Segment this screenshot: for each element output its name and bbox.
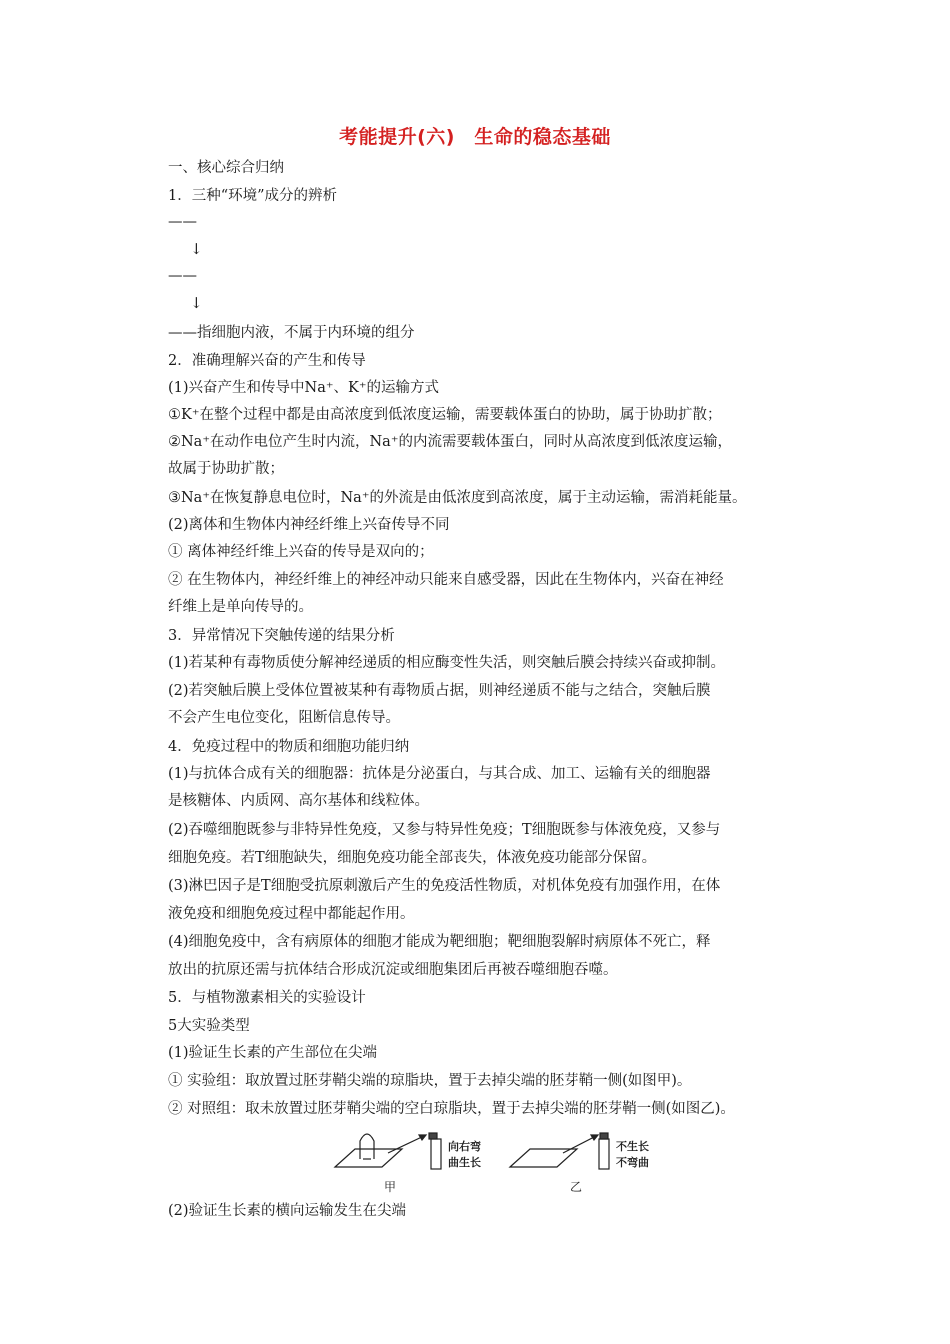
text-line: 不会产生电位变化，阻断信息传导。 — [168, 710, 400, 726]
subsection-heading: 1．三种“环境”成分的辨析 — [168, 188, 338, 204]
text-line: (2)若突触后膜上受体位置被某种有毒物质占据，则神经递质不能与之结合，突触后膜 — [168, 683, 711, 699]
text-line: (3)淋巴因子是T细胞受抗原刺激后产生的免疫活性物质，对机体免疫有加强作用，在体 — [168, 878, 721, 894]
down-arrow-icon: ↓ — [190, 240, 203, 258]
text-line: (4)细胞免疫中，含有病原体的细胞才能成为靶细胞；靶细胞裂解时病原体不死亡，释 — [168, 934, 711, 950]
text-line: 放出的抗原还需与抗体结合形成沉淀或细胞集团后再被吞噬细胞吞噬。 — [168, 962, 618, 978]
agar-block-shape — [510, 1149, 577, 1167]
coleoptile-shape — [431, 1139, 441, 1169]
coleoptile-tip-shape — [360, 1134, 374, 1159]
figure-caption: 甲 — [384, 1180, 397, 1194]
text-line: 5大实验类型 — [168, 1018, 250, 1034]
text-line: ① 实验组：取放置过胚芽鞘尖端的琼脂块，置于去掉尖端的胚芽鞘一侧(如图甲)。 — [168, 1073, 692, 1089]
figure-yi — [510, 1133, 609, 1169]
subsection-heading: 4．免疫过程中的物质和细胞功能归纳 — [168, 739, 410, 755]
text-line: 细胞免疫。若T细胞缺失，细胞免疫功能全部丧失，体液免疫功能部分保留。 — [168, 850, 657, 866]
subsection-heading: 2．准确理解兴奋的产生和传导 — [168, 353, 366, 369]
text-line: ——指细胞内液，不属于内环境的组分 — [168, 325, 415, 341]
page-title: 考能提升(六) 生命的稳态基础 — [339, 126, 611, 148]
coleoptile-shape — [599, 1139, 609, 1169]
text-line: ①K⁺在整个过程中都是由高浓度到低浓度运输，需要载体蛋白的协助，属于协助扩散； — [168, 407, 722, 423]
result-label: 曲生长 — [448, 1156, 481, 1169]
experiment-figure — [330, 1125, 660, 1195]
text-line: ① 离体神经纤维上兴奋的传导是双向的； — [168, 544, 434, 560]
result-label: 不弯曲 — [616, 1156, 649, 1169]
text-line: ② 在生物体内，神经纤维上的神经冲动只能来自感受器，因此在生物体内，兴奋在神经 — [168, 572, 724, 588]
text-line: (2)离体和生物体内神经纤维上兴奋传导不同 — [168, 517, 450, 533]
text-line: ②Na⁺在动作电位产生时内流，Na⁺的内流需要载体蛋白，同时从高浓度到低浓度运输， — [168, 434, 732, 450]
text-line: ③Na⁺在恢复静息电位时，Na⁺的外流是由低浓度到高浓度，属于主动运输，需消耗能量。 — [168, 490, 747, 506]
text-line: 纤维上是单向传导的。 — [168, 599, 313, 615]
text-line: 液免疫和细胞免疫过程中都能起作用。 — [168, 906, 415, 922]
text-line: (1)若某种有毒物质使分解神经递质的相应酶变性失活，则突触后膜会持续兴奋或抑制。 — [168, 655, 726, 671]
text-line: (1)兴奋产生和传导中Na⁺、K⁺的运输方式 — [168, 380, 440, 396]
text-line: (2)验证生长素的横向运输发生在尖端 — [168, 1203, 407, 1219]
text-line: —— — [168, 268, 197, 284]
text-line: ② 对照组：取未放置过胚芽鞘尖端的空白琼脂块，置于去掉尖端的胚芽鞘一侧(如图乙)。 — [168, 1101, 735, 1117]
down-arrow-icon: ↓ — [190, 294, 203, 312]
result-label: 不生长 — [616, 1140, 649, 1153]
text-line: 是核糖体、内质网、高尔基体和线粒体。 — [168, 793, 429, 809]
text-line: 故属于协助扩散； — [168, 461, 284, 477]
subsection-heading: 5．与植物激素相关的实验设计 — [168, 990, 366, 1006]
experiment-diagram — [330, 1125, 660, 1195]
section-heading: 一、核心综合归纳 — [168, 160, 284, 176]
subsection-heading: 3．异常情况下突触传递的结果分析 — [168, 628, 395, 644]
text-line: (1)与抗体合成有关的细胞器：抗体是分泌蛋白，与其合成、加工、运输有关的细胞器 — [168, 766, 711, 782]
text-line: —— — [168, 214, 197, 230]
text-line: (1)验证生长素的产生部位在尖端 — [168, 1045, 378, 1061]
figure-jia — [335, 1133, 441, 1169]
text-line: (2)吞噬细胞既参与非特异性免疫，又参与特异性免疫；T细胞既参与体液免疫，又参与 — [168, 822, 721, 838]
result-label: 向右弯 — [448, 1140, 481, 1153]
figure-caption: 乙 — [570, 1180, 583, 1194]
